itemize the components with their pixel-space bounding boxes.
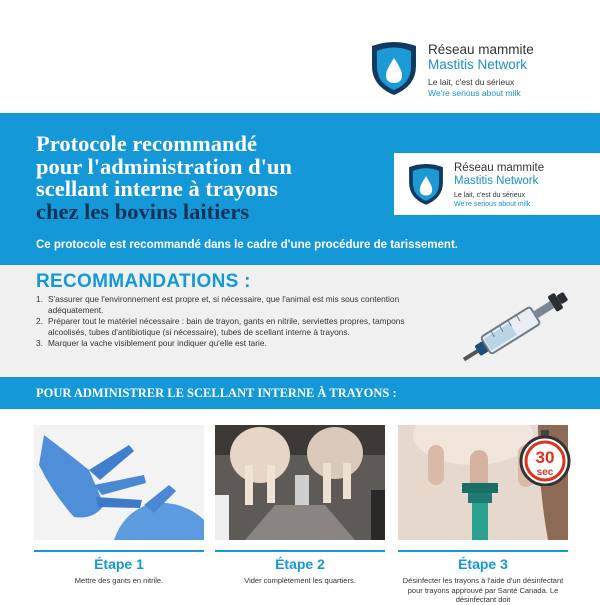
steps-banner-text: POUR ADMINISTRER LE SCELLANT INTERNE À TRAYONS : <box>36 386 397 400</box>
list-item-number: 2. <box>36 316 43 326</box>
udder-illustration <box>215 425 385 540</box>
step-3-description: Désinfecter les trayons à l'aide d'un désinfectant pour trayons approuvé par Santé Canada. Le désinfectant doit <box>402 576 564 604</box>
step-divider <box>34 550 204 552</box>
list-item-text: Marquer la vache visiblement pour indiquer qu'elle est tarie. <box>48 338 267 348</box>
list-item <box>36 338 416 349</box>
recommendations-panel <box>0 265 600 377</box>
list-item-number: 3. <box>36 338 43 348</box>
step-1-description: Mettre des gants en nitrile. <box>74 576 164 585</box>
step-divider <box>398 550 568 552</box>
logo-name-fr: Réseau mammite <box>428 42 534 57</box>
list-item-text: Préparer tout le matériel nécessaire : bain de trayon, gants en nitrile, serviettes propres, tampons alcoolisés, tubes d'antibiotique (si nécessaire), tubes de scellant interne à trayons. <box>48 316 405 337</box>
title-line: Protocole recommandé <box>36 131 257 156</box>
logo-card <box>394 153 600 215</box>
logo-card-tagline-en: We're serious about milk <box>454 201 531 208</box>
step-3-title: Étape 3 <box>458 556 508 572</box>
syringe-icon <box>450 285 580 375</box>
step-2-description: Vider complètement les quartiers. <box>244 576 356 585</box>
logo-name-en: Mastitis Network <box>428 57 528 72</box>
list-item-number: 1. <box>36 294 43 304</box>
header-banner <box>0 113 600 265</box>
step-divider <box>215 550 385 552</box>
step-2-title: Étape 2 <box>275 556 325 572</box>
photo-gloves <box>34 425 204 540</box>
recommendations-heading: RECOMMANDATIONS : <box>36 271 251 292</box>
recommendations-list <box>36 294 416 350</box>
logo-card-name-fr: Réseau mammite <box>454 162 545 174</box>
timer-30-seconds-icon <box>517 430 573 486</box>
title-line: pour l'administration d'un <box>36 153 292 179</box>
title-line: chez les bovins laitiers <box>36 198 250 224</box>
list-item <box>36 316 416 337</box>
timer-value: 30 <box>535 448 555 467</box>
mastitis-network-shield-icon <box>368 40 420 96</box>
logo-card-name-en: Mastitis Network <box>454 175 539 187</box>
title-line: scellant interne à trayons <box>36 176 278 201</box>
logo-header <box>368 40 588 102</box>
timer-unit: sec <box>536 467 554 478</box>
mastitis-network-shield-icon <box>406 162 446 206</box>
steps-banner <box>0 377 600 409</box>
document-title <box>36 133 376 223</box>
list-item-text: S'assurer que l'environnement est propre et, si nécessaire, que l'animal est mis sous contention adéquatement. <box>48 294 400 315</box>
step-1-title: Étape 1 <box>94 556 144 572</box>
gloved-hand-illustration <box>34 425 204 540</box>
document-subtitle: Ce protocole est recommandé dans le cadre d'une procédure de tarissement. <box>36 239 458 251</box>
logo-card-tagline-fr: Le lait, c'est du sérieux <box>454 192 525 199</box>
logo-tagline-fr: Le lait, c'est du sérieux <box>428 77 515 87</box>
logo-tagline-en: We're serious about milk <box>428 88 521 98</box>
list-item <box>36 294 416 315</box>
photo-udders <box>215 425 385 540</box>
